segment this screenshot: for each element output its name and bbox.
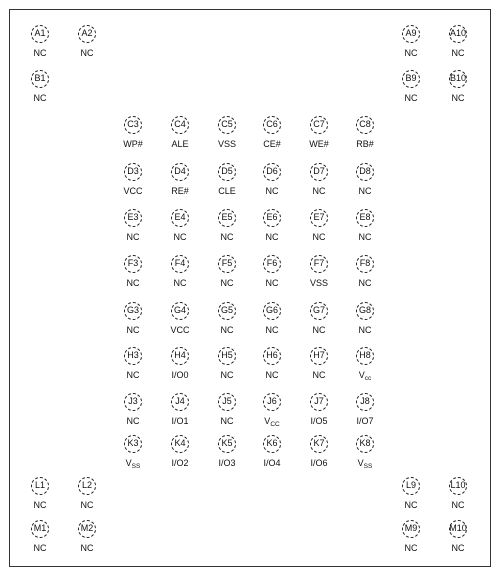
- ball-a10: [438, 25, 478, 67]
- ball-id-label: E5: [221, 212, 233, 222]
- ball-id-label: A10: [449, 28, 466, 38]
- ball-signal-label: NC: [80, 543, 94, 553]
- ball-d8: [345, 163, 385, 205]
- ball-id-label: K3: [127, 438, 139, 448]
- ball-id-label: M2: [80, 523, 94, 533]
- ball-e4: [160, 209, 200, 251]
- ball-f6: [252, 255, 292, 297]
- ball-id-label: G6: [265, 305, 278, 315]
- ball-id-label: M1: [33, 523, 47, 533]
- ball-id-label: H5: [221, 350, 233, 360]
- ball-e7: [299, 209, 339, 251]
- ball-id-label: H8: [359, 350, 371, 360]
- ball-id-label: G5: [220, 305, 233, 315]
- ball-signal-label: NC: [220, 370, 234, 380]
- ball-f8: [345, 255, 385, 297]
- ball-g8: [345, 302, 385, 344]
- ball-signal-label: VSS: [217, 139, 236, 149]
- ball-id-label: C6: [266, 119, 278, 129]
- ball-id-label: L2: [81, 480, 92, 490]
- ball-d4: [160, 163, 200, 205]
- ball-signal-label: I/O2: [171, 458, 189, 468]
- ball-signal-label: CE#: [263, 139, 281, 149]
- ball-h5: [207, 347, 247, 389]
- ball-signal-label: NC: [80, 500, 94, 510]
- ball-signal-label: NC: [265, 186, 279, 196]
- ball-signal-label: I/O0: [171, 370, 189, 380]
- ball-l9: [391, 477, 431, 519]
- ball-signal-label: NC: [126, 232, 140, 242]
- ball-id-label: A2: [81, 28, 93, 38]
- ball-signal-label: WE#: [309, 139, 329, 149]
- ball-d3: [113, 163, 153, 205]
- ball-id-label: D6: [266, 166, 278, 176]
- ball-id-label: C8: [359, 119, 371, 129]
- ball-c5: [207, 116, 247, 158]
- ball-signal-label: NC: [220, 325, 234, 335]
- ball-d6: [252, 163, 292, 205]
- ball-h6: [252, 347, 292, 389]
- ball-signal-label: NC: [358, 186, 372, 196]
- ball-signal-label: I/O3: [218, 458, 236, 468]
- ball-l10: [438, 477, 478, 519]
- ball-signal-label: I/O4: [263, 458, 281, 468]
- ball-signal-label: NC: [404, 93, 418, 103]
- ball-id-label: C7: [313, 119, 325, 129]
- ball-signal-label: NC: [358, 325, 372, 335]
- ball-d7: [299, 163, 339, 205]
- ball-id-label: D5: [221, 166, 233, 176]
- ball-h3: [113, 347, 153, 389]
- ball-m10: [438, 520, 478, 562]
- ball-signal-label: NC: [451, 543, 465, 553]
- ball-signal-label: NC: [173, 232, 187, 242]
- ball-c4: [160, 116, 200, 158]
- ball-e8: [345, 209, 385, 251]
- ball-id-label: E3: [127, 212, 139, 222]
- ball-id-label: E6: [266, 212, 278, 222]
- ball-l2: [67, 477, 107, 519]
- ball-f4: [160, 255, 200, 297]
- ball-signal-label: NC: [451, 48, 465, 58]
- ball-id-label: G3: [126, 305, 139, 315]
- ball-id-label: A9: [405, 28, 417, 38]
- ball-m2: [67, 520, 107, 562]
- ball-id-label: J6: [267, 396, 277, 406]
- ball-j8: [345, 393, 385, 435]
- ball-signal-label: NC: [265, 370, 279, 380]
- ball-signal-label: NC: [33, 500, 47, 510]
- ball-id-label: G7: [312, 305, 325, 315]
- ball-id-label: B1: [34, 73, 46, 83]
- ball-signal-label: NC: [404, 500, 418, 510]
- ball-k3: [113, 435, 153, 477]
- ball-g4: [160, 302, 200, 344]
- ball-signal-label: NC: [265, 232, 279, 242]
- ball-id-label: D8: [359, 166, 371, 176]
- ball-id-label: K4: [174, 438, 186, 448]
- ball-id-label: F7: [313, 258, 325, 268]
- ball-k6: [252, 435, 292, 477]
- ball-k5: [207, 435, 247, 477]
- ball-id-label: J8: [360, 396, 370, 406]
- ball-f3: [113, 255, 153, 297]
- ball-k7: [299, 435, 339, 477]
- ball-signal-label: NC: [312, 370, 326, 380]
- ball-id-label: J3: [128, 396, 138, 406]
- ball-signal-label: NC: [80, 48, 94, 58]
- ball-l1: [20, 477, 60, 519]
- ball-signal-label: NC: [220, 232, 234, 242]
- ball-signal-label: RB#: [356, 139, 374, 149]
- ball-f5: [207, 255, 247, 297]
- ball-d5: [207, 163, 247, 205]
- ball-signal-label: NC: [451, 500, 465, 510]
- ball-signal-label: $V_{SS}$: [125, 458, 141, 470]
- ball-id-label: L9: [405, 480, 416, 490]
- ball-id-label: D7: [313, 166, 325, 176]
- ball-signal-label: NC: [265, 325, 279, 335]
- ball-id-label: G8: [358, 305, 371, 315]
- ball-id-label: E8: [359, 212, 371, 222]
- ball-a1: [20, 25, 60, 67]
- ball-j6: [252, 393, 292, 435]
- ball-id-label: M10: [449, 523, 467, 533]
- ball-id-label: K5: [221, 438, 233, 448]
- ball-signal-label: I/O5: [310, 416, 328, 426]
- ball-id-label: H4: [174, 350, 186, 360]
- ball-id-label: F5: [221, 258, 233, 268]
- ball-id-label: C5: [221, 119, 233, 129]
- ball-g5: [207, 302, 247, 344]
- ball-signal-label: NC: [126, 416, 140, 426]
- ball-b9: [391, 70, 431, 112]
- ball-signal-label: NC: [220, 416, 234, 426]
- ball-id-label: J4: [175, 396, 185, 406]
- ball-k4: [160, 435, 200, 477]
- ball-id-label: C3: [127, 119, 139, 129]
- ball-signal-label: NC: [451, 93, 465, 103]
- ball-signal-label: NC: [126, 278, 140, 288]
- ball-id-label: K8: [359, 438, 371, 448]
- ball-m9: [391, 520, 431, 562]
- ball-c7: [299, 116, 339, 158]
- ball-signal-label: $V_{cc}$: [358, 370, 372, 382]
- ball-g6: [252, 302, 292, 344]
- ball-signal-label: RE#: [171, 186, 189, 196]
- ball-signal-label: NC: [312, 325, 326, 335]
- ball-id-label: D3: [127, 166, 139, 176]
- ball-signal-label: I/O7: [356, 416, 374, 426]
- ball-b10: [438, 70, 478, 112]
- ball-id-label: H6: [266, 350, 278, 360]
- ball-signal-label: NC: [404, 48, 418, 58]
- ball-signal-label: NC: [173, 278, 187, 288]
- ball-id-label: J7: [314, 396, 324, 406]
- ball-id-label: K7: [313, 438, 325, 448]
- ball-m1: [20, 520, 60, 562]
- ball-signal-label: VCC: [123, 186, 143, 196]
- ball-id-label: L1: [34, 480, 45, 490]
- ball-signal-label: NC: [358, 232, 372, 242]
- ball-j7: [299, 393, 339, 435]
- ball-signal-label: NC: [404, 543, 418, 553]
- ball-signal-label: NC: [312, 232, 326, 242]
- ball-j3: [113, 393, 153, 435]
- ball-id-label: A1: [34, 28, 46, 38]
- ball-id-label: F3: [127, 258, 139, 268]
- ball-e5: [207, 209, 247, 251]
- ball-b1: [20, 70, 60, 112]
- ball-signal-label: ALE: [171, 139, 189, 149]
- ball-id-label: F8: [359, 258, 371, 268]
- ball-signal-label: I/O6: [310, 458, 328, 468]
- ball-h4: [160, 347, 200, 389]
- ball-f7: [299, 255, 339, 297]
- ball-id-label: M9: [404, 523, 418, 533]
- ball-id-label: J5: [222, 396, 232, 406]
- ball-signal-label: NC: [358, 278, 372, 288]
- ball-c3: [113, 116, 153, 158]
- ball-id-label: B10: [449, 73, 466, 83]
- ball-id-label: K6: [266, 438, 278, 448]
- ball-signal-label: $V_{SS}$: [357, 458, 373, 470]
- ball-j4: [160, 393, 200, 435]
- ball-id-label: L10: [450, 480, 466, 490]
- ball-signal-label: WP#: [123, 139, 143, 149]
- ball-id-label: E4: [174, 212, 186, 222]
- ball-signal-label: VSS: [309, 278, 328, 288]
- ball-a9: [391, 25, 431, 67]
- ball-signal-label: NC: [265, 278, 279, 288]
- ball-j5: [207, 393, 247, 435]
- ball-e6: [252, 209, 292, 251]
- ball-signal-label: NC: [126, 370, 140, 380]
- ball-id-label: F6: [266, 258, 278, 268]
- ball-signal-label: NC: [33, 93, 47, 103]
- ball-signal-label: NC: [33, 543, 47, 553]
- ball-signal-label: NC: [126, 325, 140, 335]
- ball-g7: [299, 302, 339, 344]
- ball-id-label: D4: [174, 166, 186, 176]
- ball-signal-label: $V_{CC}$: [264, 416, 280, 428]
- ball-signal-label: I/O1: [171, 416, 189, 426]
- ball-signal-label: CLE: [218, 186, 236, 196]
- ball-id-label: E7: [313, 212, 325, 222]
- ball-id-label: G4: [173, 305, 186, 315]
- ball-id-label: C4: [174, 119, 186, 129]
- ball-id-label: B9: [405, 73, 417, 83]
- ball-c8: [345, 116, 385, 158]
- ball-signal-label: NC: [312, 186, 326, 196]
- ball-a2: [67, 25, 107, 67]
- ball-h8: [345, 347, 385, 389]
- ball-signal-label: NC: [33, 48, 47, 58]
- ball-signal-label: VCC: [170, 325, 190, 335]
- ball-g3: [113, 302, 153, 344]
- ball-id-label: H3: [127, 350, 139, 360]
- ball-id-label: H7: [313, 350, 325, 360]
- ball-c6: [252, 116, 292, 158]
- ball-k8: [345, 435, 385, 477]
- ball-id-label: F4: [174, 258, 186, 268]
- ball-h7: [299, 347, 339, 389]
- ball-signal-label: NC: [220, 278, 234, 288]
- ball-e3: [113, 209, 153, 251]
